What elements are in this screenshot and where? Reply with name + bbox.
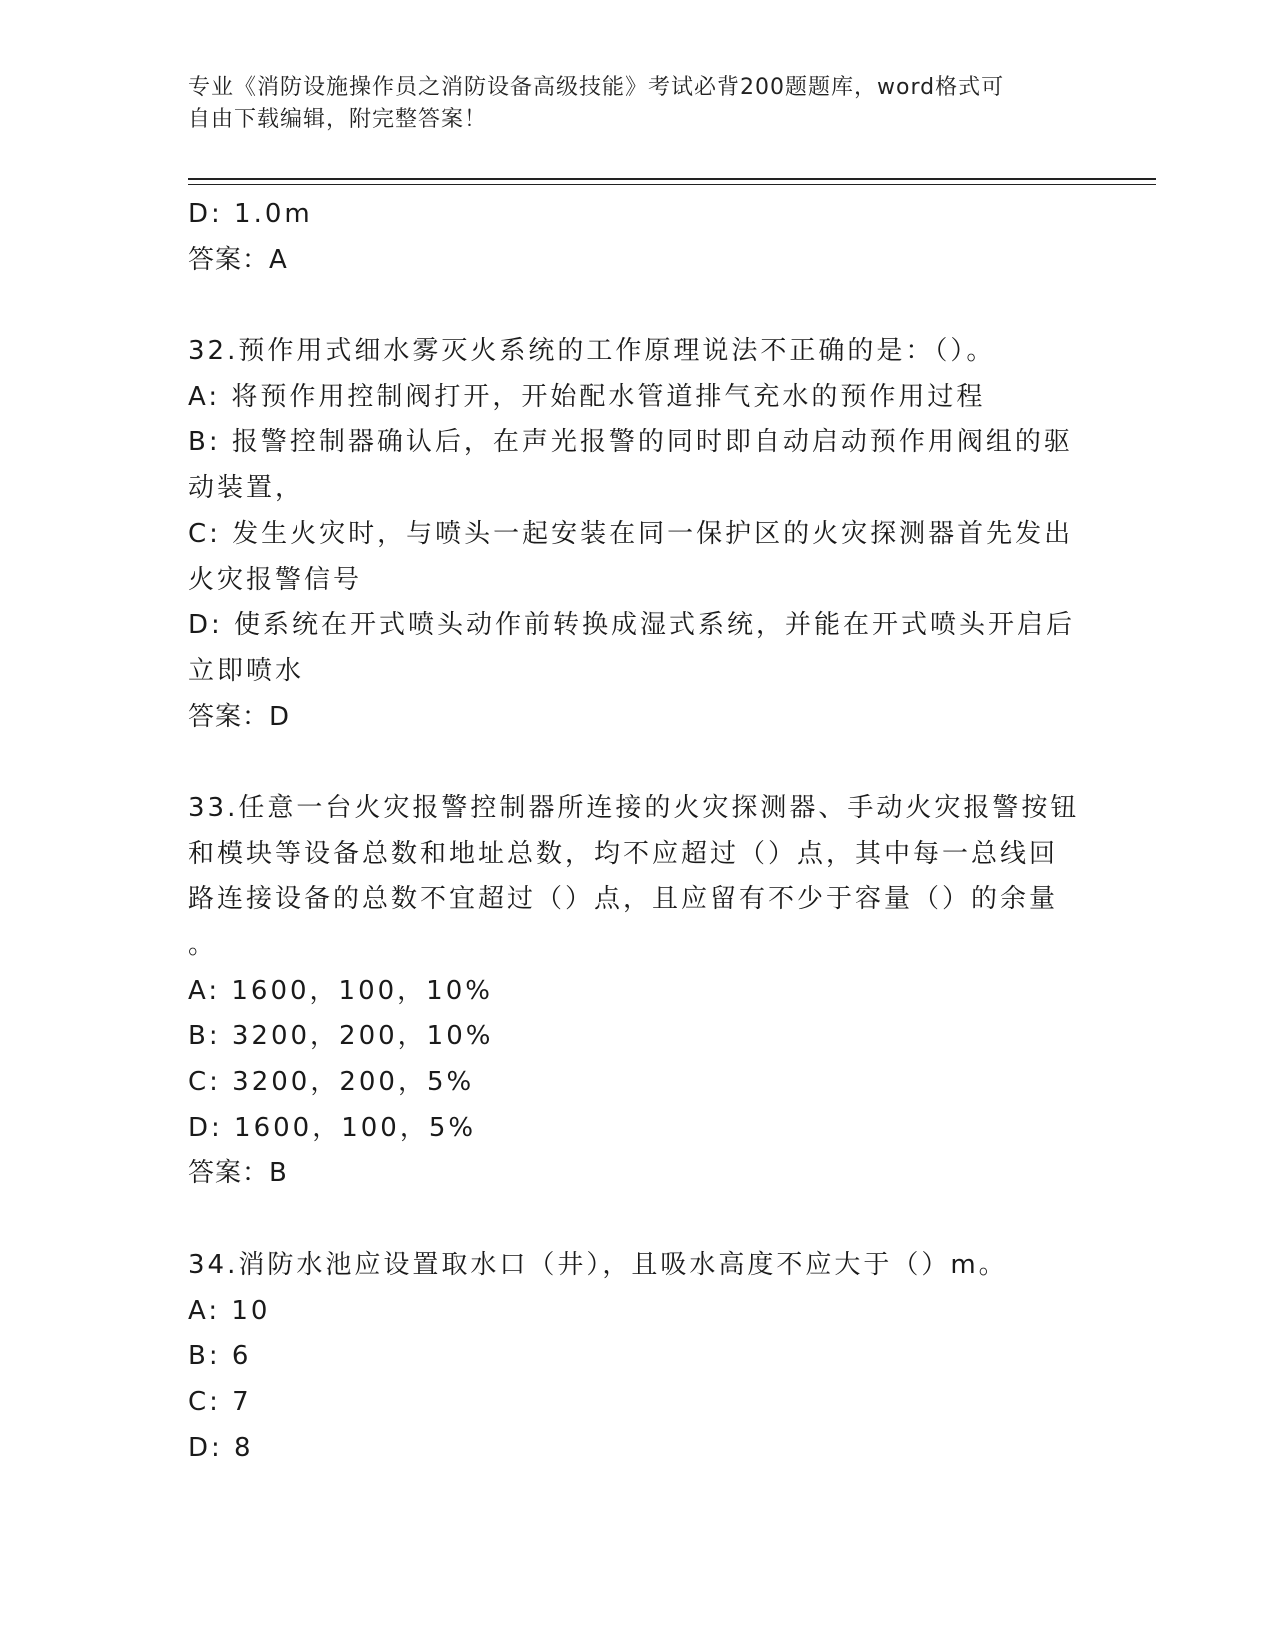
question-stem-line-2: 和模块等设备总数和地址总数，均不应超过（）点，其中每一总线回 xyxy=(188,838,1059,869)
option-a: A: 10 xyxy=(188,1295,271,1326)
question-stem-line-1: 33.任意一台火灾报警控制器所连接的火灾探测器、手动火灾报警按钮 xyxy=(188,792,1080,823)
question-32 xyxy=(188,329,1088,740)
prev-option-d: D: 1.0m xyxy=(188,199,313,229)
spacer xyxy=(188,1197,1088,1243)
option-a: A: 1600，100，10% xyxy=(188,975,493,1006)
header-line-1: 专业《消防设施操作员之消防设备高级技能》考试必背200题题库，word格式可 xyxy=(188,75,1005,100)
header-rule-thin xyxy=(188,184,1156,185)
option-c: C: 3200，200，5% xyxy=(188,1067,475,1098)
header-line-2: 自由下载编辑，附完整答案！ xyxy=(188,107,488,132)
question-stem-line-3: 路连接设备的总数不宜超过（）点，且应留有不少于容量（）的余量 xyxy=(188,884,1059,915)
document-body xyxy=(188,192,1088,1471)
option-d: D: 8 xyxy=(188,1432,254,1463)
question-stem: 34.消防水池应设置取水口（井），且吸水高度不应大于（）m。 xyxy=(188,1249,1008,1280)
option-d-line-1: D: 使系统在开式喷头动作前转换成湿式系统，并能在开式喷头开启后 xyxy=(188,610,1076,641)
option-c-line-1: C: 发生火灾时，与喷头一起安装在同一保护区的火灾探测器首先发出 xyxy=(188,518,1074,549)
answer: 答案：D xyxy=(188,701,291,732)
option-b: B: 3200，200，10% xyxy=(188,1021,494,1052)
header-rule-thick xyxy=(188,178,1156,180)
option-b-line-1: B: 报警控制器确认后，在声光报警的同时即自动启动预作用阀组的驱 xyxy=(188,427,1073,458)
question-stem-line-4: 。 xyxy=(188,930,218,960)
option-d: D: 1600，100，5% xyxy=(188,1112,477,1143)
spacer xyxy=(188,283,1088,329)
option-d-line-2: 立即喷水 xyxy=(188,655,305,686)
question-stem: 32.预作用式细水雾灭火系统的工作原理说法不正确的是：（）。 xyxy=(188,336,996,367)
option-a: A: 将预作用控制阀打开，开始配水管道排气充水的预作用过程 xyxy=(188,381,986,412)
prev-answer: 答案：A xyxy=(188,244,288,275)
question-34 xyxy=(188,1243,1088,1471)
question-33 xyxy=(188,786,1088,1197)
option-c: C: 7 xyxy=(188,1386,252,1417)
spacer xyxy=(188,740,1088,786)
option-c-line-2: 火灾报警信号 xyxy=(188,564,363,595)
option-b: B: 6 xyxy=(188,1341,252,1372)
option-b-line-2: 动装置， xyxy=(188,473,305,504)
answer: 答案：B xyxy=(188,1158,288,1189)
document-header xyxy=(188,72,1088,136)
